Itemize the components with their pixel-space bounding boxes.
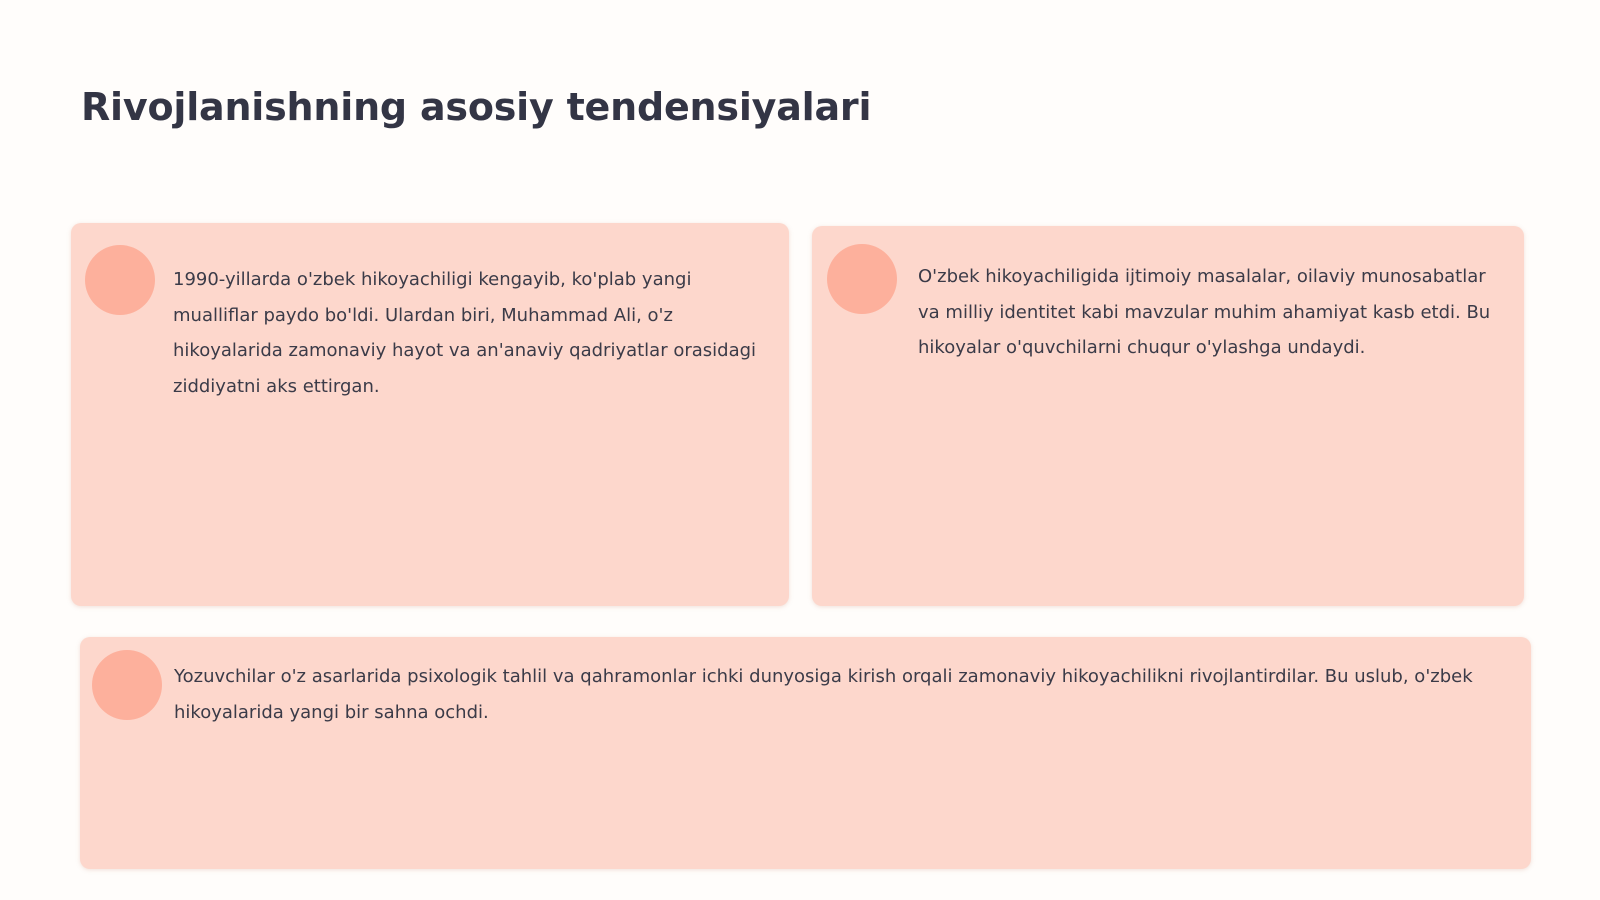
- trend-card: [812, 226, 1524, 606]
- trend-card-text: 1990-yillarda o'zbek hikoyachiligi kengayib, ko'plab yangi mualliflar paydo bo'ldi. Ulardan biri, Muhammad Ali, o'z hikoyalarida zamonaviy hayot va an'anaviy qadriyatlar orasidagi ziddiyatni aks ettirgan.: [173, 269, 757, 397]
- slide-title: Rivojlanishning asosiy tendensiyalari: [81, 85, 872, 129]
- bullet-circle-icon: [827, 244, 897, 314]
- trend-card-text: Yozuvchilar o'z asarlarida psixologik tahlil va qahramonlar ichki dunyosiga kirish orqali zamonaviy hikoyachilikni rivojlantirdilar. Bu uslub, o'zbek hikoyalarida yangi bir sahna ochdi.: [174, 666, 1473, 723]
- bullet-circle-icon: [85, 245, 155, 315]
- trend-card-text: O'zbek hikoyachiligida ijtimoiy masalalar, oilaviy munosabatlar va milliy identitet kabi mavzular muhim ahamiyat kasb etdi. Bu hikoyalar o'quvchilarni chuqur o'ylashga undaydi.: [918, 266, 1491, 358]
- trend-card: [80, 637, 1531, 869]
- trend-card: [71, 223, 789, 606]
- bullet-circle-icon: [92, 650, 162, 720]
